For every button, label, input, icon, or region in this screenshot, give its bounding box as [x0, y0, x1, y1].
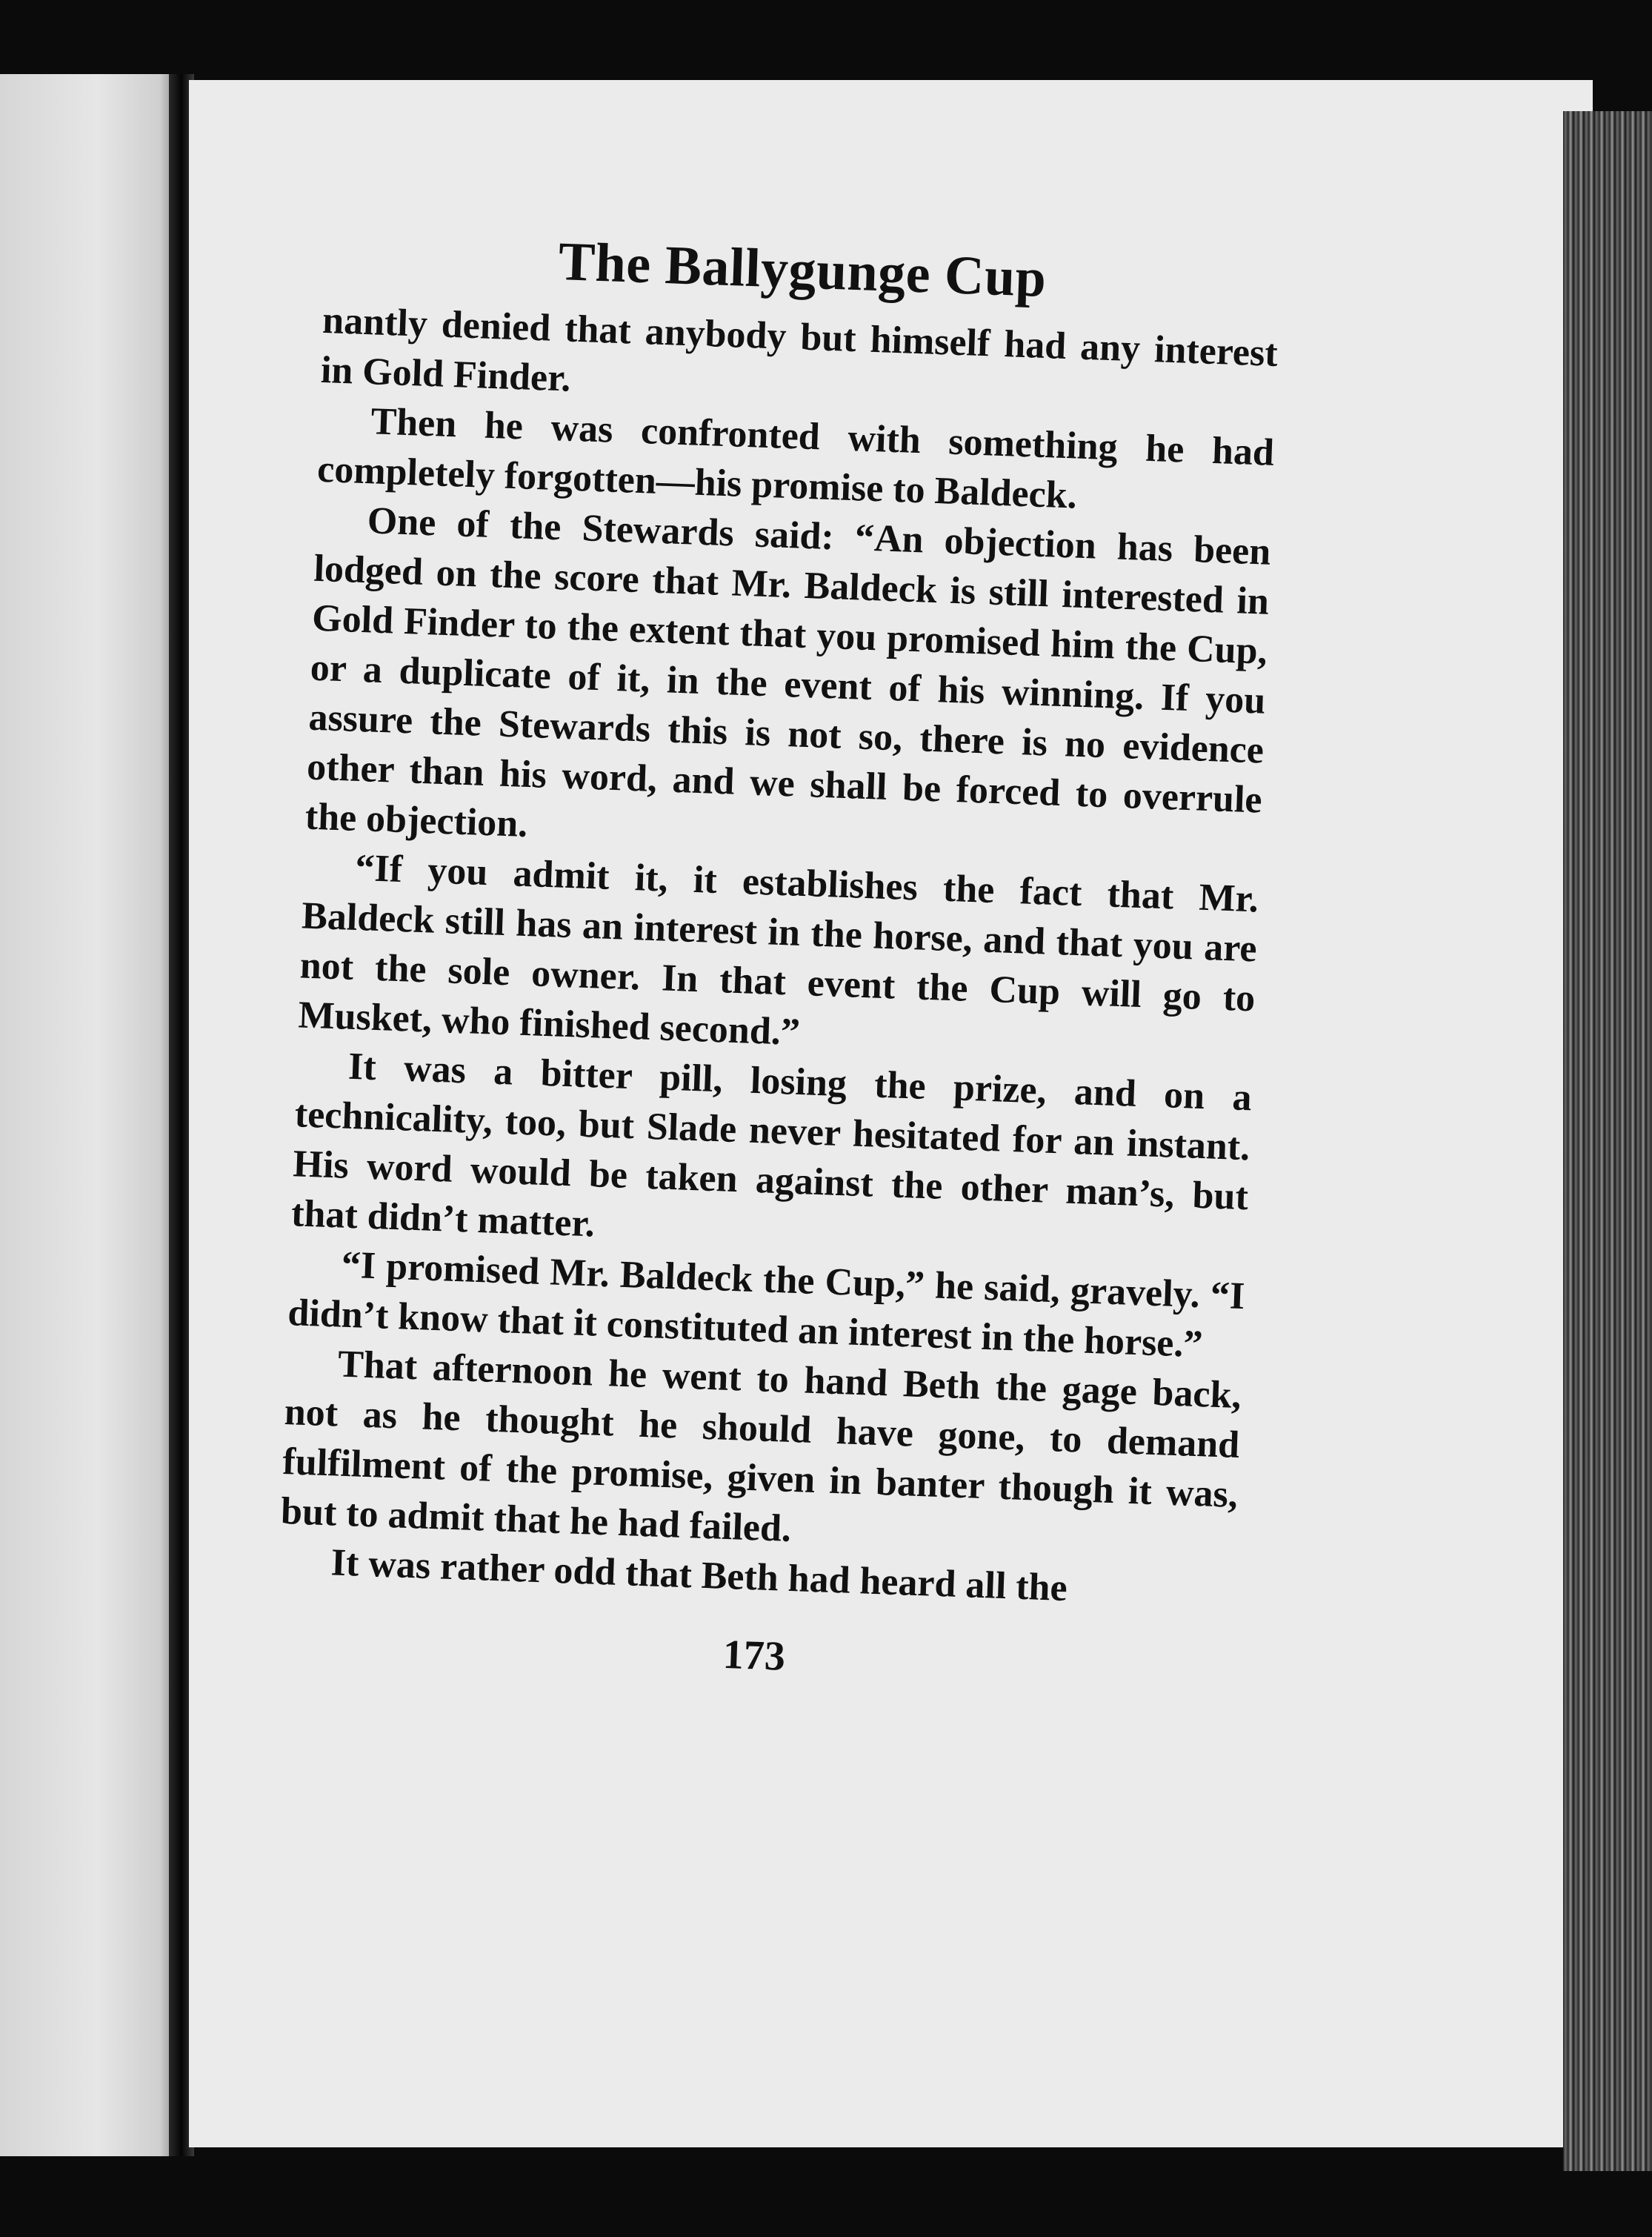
paragraph: It was rather odd that Beth had heard all the [330, 1541, 1068, 1610]
page-number: 173 [722, 1631, 786, 1680]
left-page-edge [0, 74, 178, 2156]
page-text-block [276, 222, 1281, 1696]
paragraph: nantly denied that anybody but himself had any interest in Gold Finder. [320, 299, 1279, 400]
paragraph: That afternoon he went to hand Beth the gage back, not as he thought he should have gone, to demand fulfilment of the promise, given in banter though it was, but to admit that he had failed. [280, 1343, 1242, 1550]
running-head: The Ballygunge Cup [557, 231, 1048, 309]
paragraph: One of the Stewards said: “An objection has been lodged on the score that Mr. Baldeck is still interested in Gold Finder to the extent that you promised him the Cup, or a duplicate of it, in the event of his winning. If you assure the Stewards this is not so, there is no evidence other than his word, and we shall be forced to overrule the objection. [304, 499, 1272, 845]
paragraph: “If you admit it, it establishes the fact that Mr. Baldeck still has an interest in the horse, and that you are not the sole owner. In that event the Cup will go to Musket, who finished second.” [297, 846, 1259, 1054]
page-block-edge [1563, 111, 1652, 2171]
paragraph: It was a bitter pill, losing the prize, and on a technicality, too, but Slade never hesitated for an instant. His word would be taken against the other man’s, but that didn’t matter. [290, 1045, 1253, 1246]
paragraph: “I promised Mr. Baldeck the Cup,” he said, gravely. “I didn’t know that it constituted an interest in the horse.” [287, 1243, 1246, 1366]
paragraph: Then he was confronted with something he had completely forgotten—his promise to Baldeck. [316, 400, 1275, 517]
